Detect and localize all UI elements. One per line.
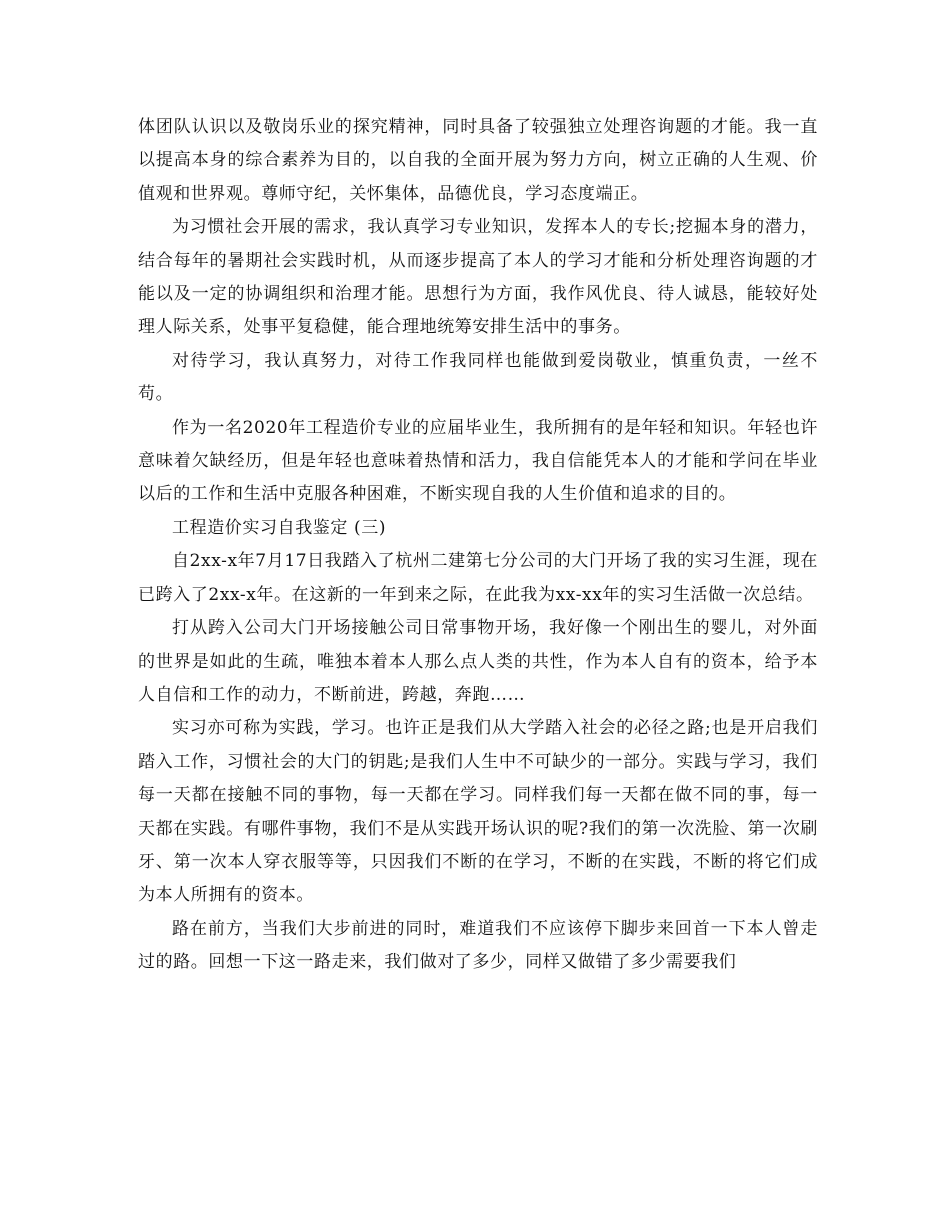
paragraph-7: 实习亦可称为实践，学习。也许正是我们从大学踏入社会的必径之路;也是开启我们踏入工作，习惯社会的大门的钥匙;是我们人生中不可缺少的一部分。实践与学习，我们每一天都在接触不同的事物，每一天都在学习。同样我们每一天都在做不同的事，每一天都在实践。有哪件事物，我们不是从实践开场认识的呢?我们的第一次洗脸、第一次刷牙、第一次本人穿衣服等等，只因我们不断的在学习，不断的在实践，不断的将它们成为本人所拥有的资本。: [138, 718, 818, 906]
paragraph-5: 自2xx-x年7月17日我踏入了杭州二建第七分公司的大门开场了我的实习生涯，现在已跨入了2xx-x年。在这新的一年到来之际，在此我为xx-xx年的实习生活做一次总结。: [138, 551, 818, 605]
paragraph-1: 体团队认识以及敬岗乐业的探究精神，同时具备了较强独立处理咨询题的才能。我一直以提高本身的综合素养为目的，以自我的全面开展为努力方向，树立正确的人生观、价值观和世界观。尊师守纪，关怀集体，品德优良，学习态度端正。: [138, 117, 818, 204]
paragraph-4: 作为一名2020年工程造价专业的应届毕业生，我所拥有的是年轻和知识。年轻也许意味着欠缺经历，但是年轻也意味着热情和活力，我自信能凭本人的才能和学问在毕业以后的工作和生活中克服各种困难，不断实现自我的人生价值和追求的目的。: [138, 417, 818, 505]
document-body: [138, 111, 818, 980]
paragraph-3: 对待学习，我认真努力，对待工作我同样也能做到爱岗敬业，慎重负责，一丝不苟。: [138, 350, 818, 405]
section-heading: 工程造价实习自我鉴定 (三): [172, 517, 387, 538]
paragraph-2: 为习惯社会开展的需求，我认真学习专业知识，发挥本人的专长;挖掘本身的潜力，结合每年的暑期社会实践时机，从而逐步提高了本人的学习才能和分析处理咨询题的才能以及一定的协调组织和治理才能。思想行为方面，我作风优良、待人诚恳，能较好处理人际关系，处事平复稳健，能合理地统筹安排生活中的事务。: [138, 217, 818, 338]
paragraph-8: 路在前方，当我们大步前进的同时，难道我们不应该停下脚步来回首一下本人曾走过的路。回想一下这一路走来，我们做对了多少，同样又做错了多少需要我们: [138, 918, 818, 973]
paragraph-6: 打从跨入公司大门开场接触公司日常事物开场，我好像一个刚出生的婴儿，对外面的世界是如此的生疏，唯独本着本人那么点人类的共性，作为本人自有的资本，给予本人自信和工作的动力，不断前进，跨越，奔跑……: [138, 618, 818, 705]
